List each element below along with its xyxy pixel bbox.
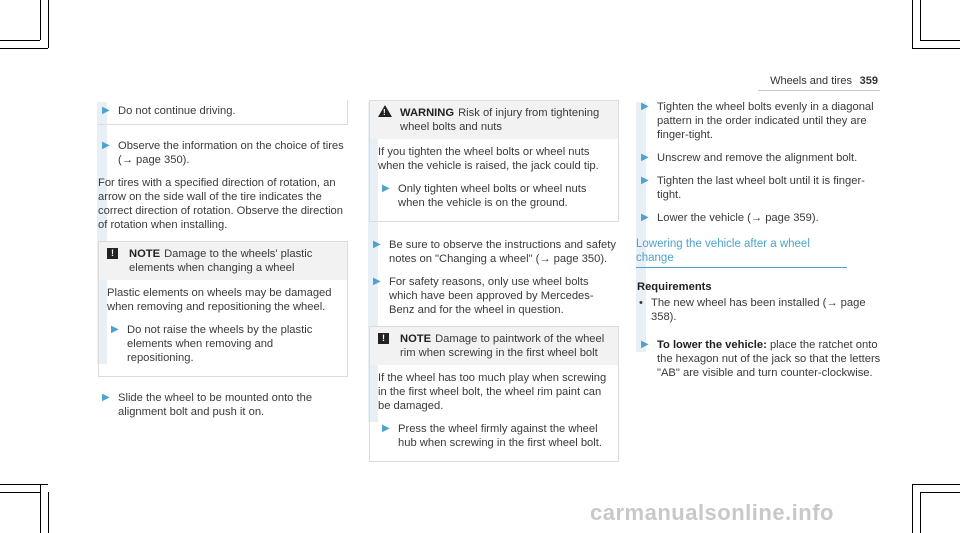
crop-mark [920, 492, 960, 493]
warning-header: ! WARNING Risk of injury from tightening wheel bolts and nuts [370, 101, 618, 139]
step: ▶ Observe the information on the choice of tires (→ page 350). [102, 140, 344, 166]
note-body: If the wheel has too much play when screwing in the first wheel bolt, the wheel rim paint can be damaged. [378, 372, 607, 412]
crop-mark [48, 0, 49, 48]
arrow-right-icon: ▶ [373, 239, 381, 250]
crop-mark [40, 484, 41, 533]
paragraph: For tires with a specified direction of rotation, an arrow on the side wall of the tire indicates the correct direction of rotation. Observe the direction of rotation when installing. [98, 177, 343, 231]
step: ▶ Slide the wheel to be mounted onto the alignment bolt and push it on. [102, 392, 313, 418]
page-number: 359 [859, 75, 878, 87]
step: ▶ For safety reasons, only use wheel bolts which have been approved by Mercedes-Benz and for the wheel in question. [373, 276, 594, 316]
arrow-right-icon: ▶ [102, 392, 110, 403]
section-title: Wheels and tires [770, 75, 852, 87]
bullet-icon: • [639, 297, 643, 309]
crop-mark [920, 0, 921, 40]
continued-box [98, 100, 348, 125]
step: ▶ Only tighten wheel bolts or wheel nuts when the vehicle is on the ground. [382, 183, 587, 209]
watermark: carmanualsonline.info [590, 500, 834, 525]
arrow-right-icon: ▶ [382, 183, 390, 194]
column-3 [637, 100, 887, 389]
step: ▶ Lower the vehicle (→ page 359). [641, 212, 819, 224]
requirements-label: Requirements [637, 281, 712, 293]
crop-mark [920, 492, 921, 533]
step: ▶ Unscrew and remove the alignment bolt. [641, 152, 858, 164]
arrow-right-icon: ▶ [382, 423, 390, 434]
note-header: ! NOTE Damage to the wheels' plastic elements when changing a wheel [99, 242, 347, 280]
warning-box [369, 100, 619, 222]
column-1 [98, 100, 348, 428]
crop-mark [920, 40, 960, 41]
step: ▶ Press the wheel firmly against the wheel hub when screwing in the first wheel bolt. [382, 423, 602, 449]
note-box [369, 326, 619, 462]
crop-mark [912, 484, 960, 485]
crop-mark [0, 40, 40, 41]
arrow-right-icon: ▶ [641, 152, 649, 163]
crop-mark [912, 48, 960, 49]
arrow-right-icon: ▶ [641, 101, 649, 112]
step: ▶ To lower the vehicle: place the ratchet onto the hexagon nut of the jack so that the letters "AB" are visible and turn counter-clockwise. [641, 339, 881, 379]
crop-mark [0, 492, 40, 493]
note-box [98, 241, 348, 377]
arrow-right-icon: ▶ [111, 324, 119, 335]
header-rule [758, 90, 880, 91]
exclamation-icon: ! [107, 248, 118, 259]
arrow-right-icon: ▶ [641, 175, 649, 186]
crop-mark [0, 48, 48, 49]
warning-triangle-icon: ! [378, 105, 392, 117]
step: ▶ Tighten the wheel bolts evenly in a diagonal pattern in the order indicated until they are finger-tight. [641, 101, 874, 141]
arrow-right-icon: ▶ [373, 276, 381, 287]
section-heading-link[interactable]: Lowering the vehicle after a wheel change [636, 237, 847, 268]
note-header: ! NOTE Damage to paintwork of the wheel rim when screwing in the first wheel bolt [370, 327, 618, 365]
exclamation-icon: ! [378, 333, 389, 344]
warning-body: If you tighten the wheel bolts or wheel nuts when the vehicle is raised, the jack could tip. [378, 146, 599, 172]
step: ▶ Be sure to observe the instructions and safety notes on "Changing a wheel" (→ page 350). [373, 239, 616, 265]
column-2 [369, 100, 619, 474]
arrow-right-icon: ▶ [102, 105, 110, 116]
step: ▶ Tighten the last wheel bolt until it is finger-tight. [641, 175, 865, 201]
step: ▶ Do not continue driving. [102, 105, 236, 117]
arrow-right-icon: ▶ [641, 339, 649, 350]
requirement-item: • The new wheel has been installed (→ page 358). [639, 297, 866, 323]
crop-mark [40, 0, 41, 40]
crop-mark [912, 0, 913, 48]
step: ▶ Do not raise the wheels by the plastic elements when removing and repositioning. [111, 324, 313, 364]
arrow-right-icon: ▶ [641, 212, 649, 223]
note-body: Plastic elements on wheels may be damaged when removing and repositioning the wheel. [107, 287, 332, 313]
crop-mark [48, 492, 49, 533]
arrow-right-icon: ▶ [102, 140, 110, 151]
crop-mark [912, 484, 913, 533]
